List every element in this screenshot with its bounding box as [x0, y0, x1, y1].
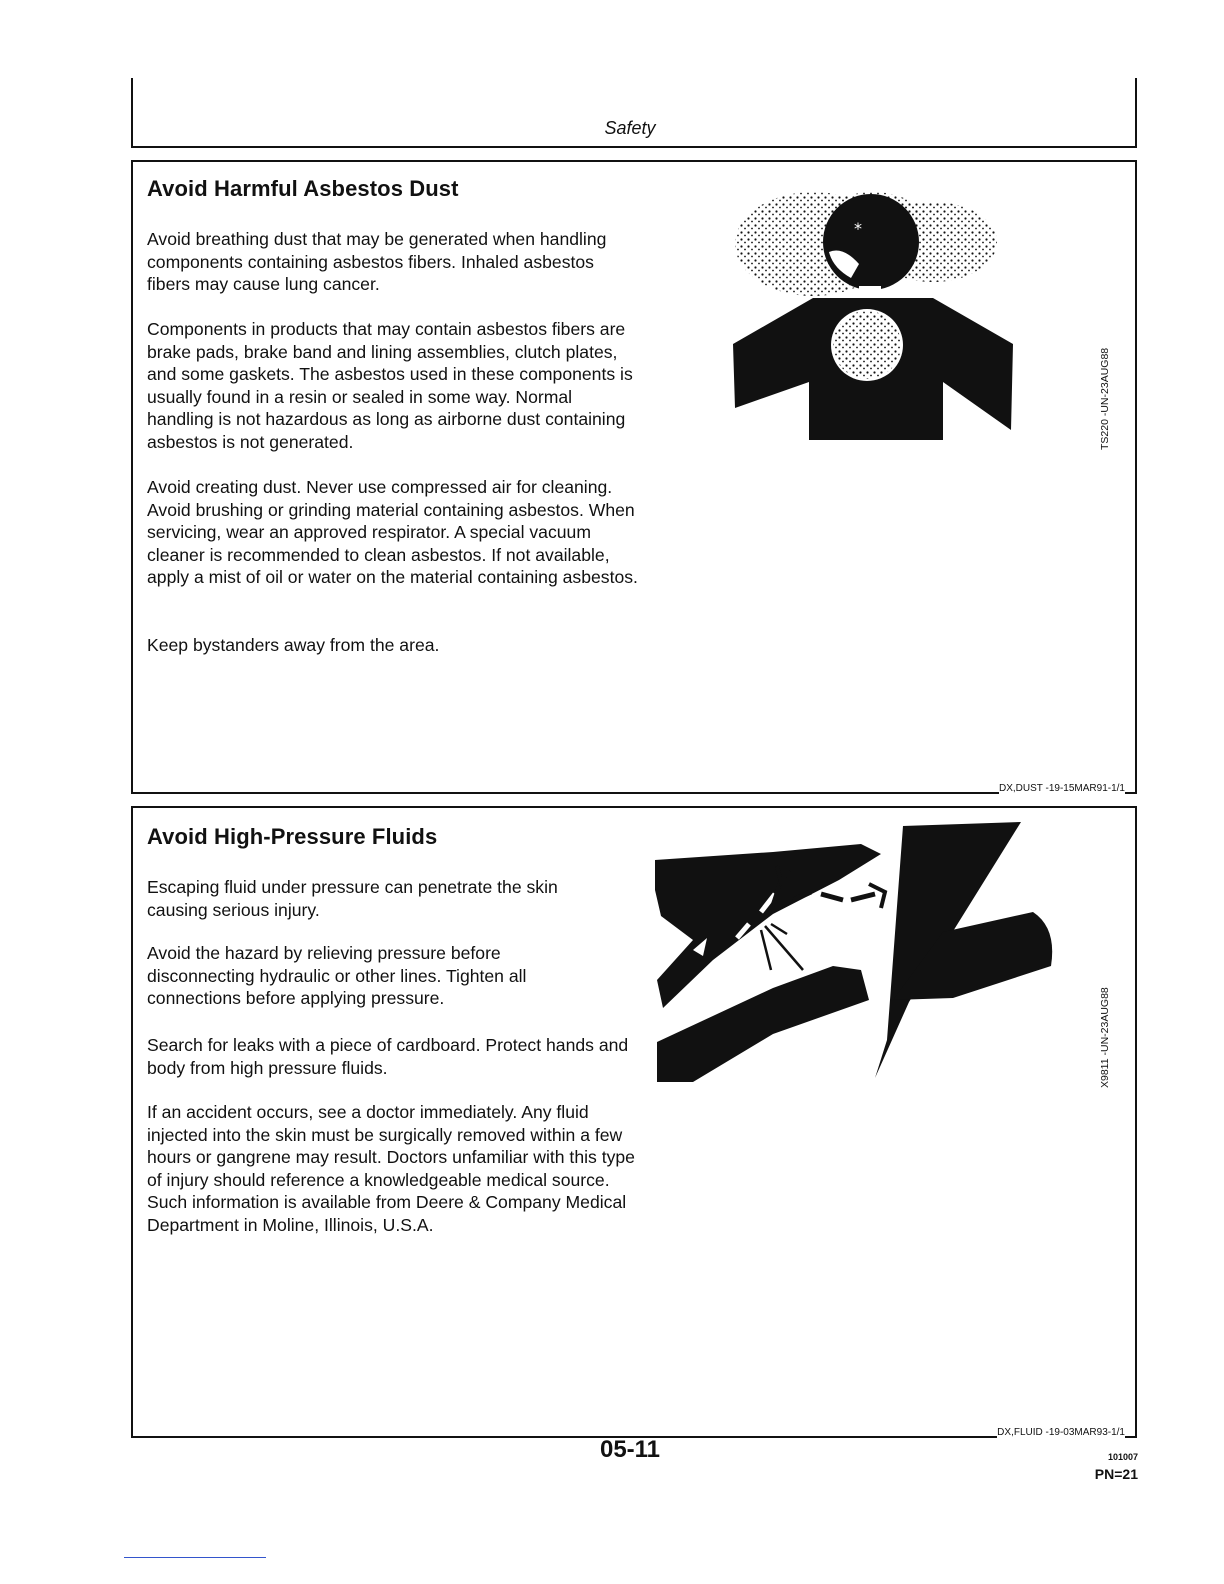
figure-code: TS220 -UN-23AUG88: [1099, 347, 1111, 450]
fluids-section: [131, 806, 1137, 1438]
section-title: Avoid High-Pressure Fluids: [147, 824, 438, 849]
high-pressure-fluid-illustration: [653, 820, 1058, 1092]
section-title: Avoid Harmful Asbestos Dust: [147, 176, 459, 201]
paragraph: Avoid the hazard by relieving pressure before disconnecting hydraulic or other lines. Tighten all connections before applying pressure.: [147, 943, 527, 1009]
paragraph: Components in products that may contain asbestos fibers are brake pads, brake band and lining assemblies, clutch plates, and some gaskets. The asbestos used in these components is usually found in a resin or sealed in some way. Normal handling is not hazardous as long as airborne dust containing asbestos is not generated.: [147, 319, 633, 452]
asbestos-section: [131, 160, 1137, 794]
paragraph: Search for leaks with a piece of cardboard. Protect hands and body from high pressure fluids.: [147, 1035, 629, 1078]
paragraph: Keep bystanders away from the area.: [147, 635, 440, 655]
running-header: Safety: [604, 118, 656, 138]
asbestos-dust-illustration: [733, 182, 1023, 444]
header-bottom-rule: [131, 146, 1137, 148]
figure-code: X9811 -UN-23AUG88: [1099, 987, 1111, 1088]
paragraph: Avoid breathing dust that may be generated when handling components containing asbestos fibers. Inhaled asbestos fibers may cause lung cancer.: [147, 229, 607, 295]
section-footer-id: DX,DUST -19-15MAR91-1/1: [999, 783, 1125, 794]
pn-label: PN=21: [1094, 1466, 1138, 1482]
section-footer-id: DX,FLUID -19-03MAR93-1/1: [997, 1427, 1125, 1438]
header-right-rule: [1135, 78, 1137, 148]
link-underline: [124, 1557, 266, 1558]
paragraph: If an accident occurs, see a doctor immediately. Any fluid injected into the skin must be surgically removed within a few hours or gangrene may result. Doctors unfamiliar with this type of injury should reference a knowledgeable medical source. Such information is available from Deere & Company Medical Department in Moline, Illinois, U.S.A.: [147, 1102, 635, 1235]
document-code: 101007: [1107, 1452, 1138, 1462]
svg-text:*: *: [854, 219, 862, 238]
paragraph: Avoid creating dust. Never use compressed air for cleaning. Avoid brushing or grinding material containing asbestos. When servicing, wear an approved respirator. A special vacuum cleaner is recommended to clean asbestos. If not available, apply a mist of oil or water on the material containing asbestos.: [147, 477, 638, 588]
page-number: 05-11: [599, 1436, 661, 1463]
header-left-rule: [131, 78, 133, 148]
paragraph: Escaping fluid under pressure can penetrate the skin causing serious injury.: [147, 877, 558, 920]
